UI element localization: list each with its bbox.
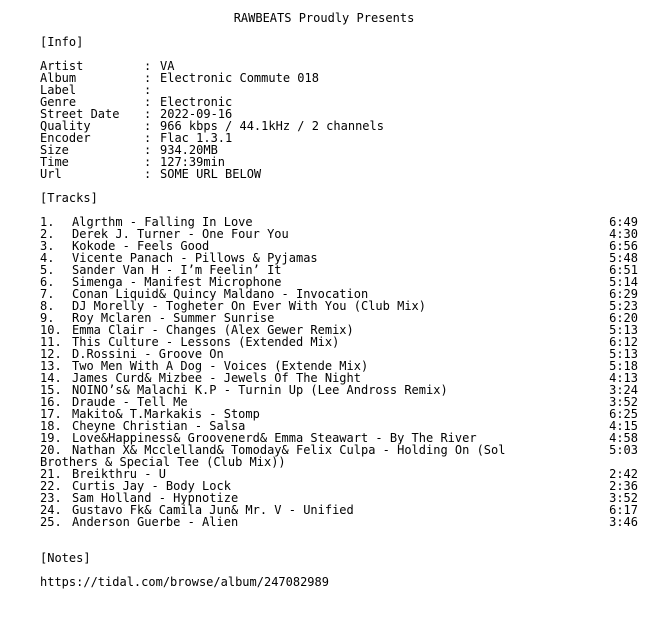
info-separator: : bbox=[144, 155, 152, 169]
track-number: 20. bbox=[40, 443, 62, 457]
info-key: Street Date bbox=[40, 107, 120, 121]
info-key: Size bbox=[40, 143, 69, 157]
info-section-header: [Info] bbox=[40, 35, 84, 49]
info-separator: : bbox=[144, 83, 152, 97]
track-title: Sam Holland - Hypnotize bbox=[72, 491, 239, 505]
track-duration: 3:24 bbox=[609, 383, 638, 397]
track-duration: 6:17 bbox=[609, 503, 638, 517]
track-title: Kokode - Feels Good bbox=[72, 239, 210, 253]
track-duration: 4:13 bbox=[609, 371, 638, 385]
info-key: Time bbox=[40, 155, 69, 169]
track-number: 15. bbox=[40, 383, 62, 397]
track-title: Simenga - Manifest Microphone bbox=[72, 275, 282, 289]
track-duration: 4:15 bbox=[609, 419, 638, 433]
info-key: Genre bbox=[40, 95, 77, 109]
track-duration: 6:51 bbox=[609, 263, 638, 277]
track-number: 25. bbox=[40, 515, 62, 529]
track-duration: 5:03 bbox=[609, 443, 638, 457]
track-number: 16. bbox=[40, 395, 62, 409]
info-row bbox=[0, 144, 648, 156]
track-title: James Curd& Mizbee - Jewels Of The Night bbox=[72, 371, 361, 385]
info-key: Album bbox=[40, 71, 77, 85]
track-duration: 5:13 bbox=[609, 347, 638, 361]
track-title: DJ Morelly - Togheter On Ever With You (Club Mix) bbox=[72, 299, 427, 313]
info-separator: : bbox=[144, 107, 152, 121]
track-duration: 2:42 bbox=[609, 467, 638, 481]
track-number: 3. bbox=[40, 239, 55, 253]
track-duration: 3:46 bbox=[609, 515, 638, 529]
track-duration: 6:12 bbox=[609, 335, 638, 349]
track-duration: 5:48 bbox=[609, 251, 638, 265]
info-row bbox=[0, 120, 648, 132]
info-separator: : bbox=[144, 59, 152, 73]
track-number: 9. bbox=[40, 311, 55, 325]
track-title: Conan Liquid& Quincy Maldano - Invocation bbox=[72, 287, 369, 301]
info-value: 127:39min bbox=[160, 155, 226, 169]
info-separator: : bbox=[144, 71, 152, 85]
track-number: 1. bbox=[40, 215, 55, 229]
info-separator: : bbox=[144, 119, 152, 133]
track-title-continuation: Brothers & Special Tee (Club Mix)) bbox=[40, 455, 286, 469]
track-number: 5. bbox=[40, 263, 55, 277]
track-title: Sander Van H - I’m Feelin’ It bbox=[72, 263, 282, 277]
info-value: VA bbox=[160, 59, 175, 73]
info-value: SOME URL BELOW bbox=[160, 167, 262, 181]
track-number: 13. bbox=[40, 359, 62, 373]
info-row bbox=[0, 132, 648, 144]
info-separator: : bbox=[144, 167, 152, 181]
track-title: Algrthm - Falling In Love bbox=[72, 215, 253, 229]
track-number: 14. bbox=[40, 371, 62, 385]
track-number: 10. bbox=[40, 323, 62, 337]
track-row bbox=[0, 516, 648, 528]
info-row bbox=[0, 84, 648, 96]
track-title: Breikthru - U bbox=[72, 467, 166, 481]
track-duration: 6:56 bbox=[609, 239, 638, 253]
info-row bbox=[0, 60, 648, 72]
info-separator: : bbox=[144, 143, 152, 157]
tracks-section-header: [Tracks] bbox=[40, 191, 98, 205]
track-title: D.Rossini - Groove On bbox=[72, 347, 224, 361]
track-title: NOINO’s& Malachi K.P - Turnin Up (Lee Andross Remix) bbox=[72, 383, 448, 397]
info-key: Url bbox=[40, 167, 62, 181]
track-number: 22. bbox=[40, 479, 62, 493]
info-value: 2022-09-16 bbox=[160, 107, 233, 121]
track-title: Roy Mclaren - Summer Sunrise bbox=[72, 311, 275, 325]
track-title: Emma Clair - Changes (Alex Gewer Remix) bbox=[72, 323, 354, 337]
track-number: 11. bbox=[40, 335, 62, 349]
track-number: 2. bbox=[40, 227, 55, 241]
track-duration: 5:23 bbox=[609, 299, 638, 313]
track-title: Makito& T.Markakis - Stomp bbox=[72, 407, 260, 421]
info-row bbox=[0, 168, 648, 180]
info-value: 934.20MB bbox=[160, 143, 218, 157]
notes-url: https://tidal.com/browse/album/247082989 bbox=[40, 575, 329, 589]
track-duration: 2:36 bbox=[609, 479, 638, 493]
track-title: Derek J. Turner - One Four You bbox=[72, 227, 289, 241]
track-number: 8. bbox=[40, 299, 55, 313]
track-duration: 6:20 bbox=[609, 311, 638, 325]
info-separator: : bbox=[144, 95, 152, 109]
track-number: 23. bbox=[40, 491, 62, 505]
track-title: Anderson Guerbe - Alien bbox=[72, 515, 239, 529]
track-title: Gustavo Fk& Camila Jun& Mr. V - Unified bbox=[72, 503, 354, 517]
track-number: 19. bbox=[40, 431, 62, 445]
info-key: Quality bbox=[40, 119, 91, 133]
track-title: Curtis Jay - Body Lock bbox=[72, 479, 231, 493]
track-title: This Culture - Lessons (Extended Mix) bbox=[72, 335, 340, 349]
info-value: Electronic bbox=[160, 95, 233, 109]
track-duration: 5:18 bbox=[609, 359, 638, 373]
track-title: Draude - Tell Me bbox=[72, 395, 188, 409]
info-key: Artist bbox=[40, 59, 84, 73]
track-title: Two Men With A Dog - Voices (Extende Mix) bbox=[72, 359, 369, 373]
track-number: 21. bbox=[40, 467, 62, 481]
notes-section-header: [Notes] bbox=[40, 551, 91, 565]
track-duration: 6:25 bbox=[609, 407, 638, 421]
track-title: Love&Happiness& Groovenerd& Emma Steawart - By The River bbox=[72, 431, 477, 445]
track-duration: 5:13 bbox=[609, 323, 638, 337]
info-row bbox=[0, 72, 648, 84]
track-number: 17. bbox=[40, 407, 62, 421]
info-value: 966 kbps / 44.1kHz / 2 channels bbox=[160, 119, 384, 133]
track-title: Vicente Panach - Pillows & Pyjamas bbox=[72, 251, 318, 265]
track-duration: 4:30 bbox=[609, 227, 638, 241]
track-title: Nathan X& Mcclelland& Tomoday& Felix Culpa - Holding On (Sol bbox=[72, 443, 506, 457]
track-duration: 5:14 bbox=[609, 275, 638, 289]
info-row bbox=[0, 156, 648, 168]
track-duration: 6:29 bbox=[609, 287, 638, 301]
track-number: 24. bbox=[40, 503, 62, 517]
info-key: Label bbox=[40, 83, 77, 97]
info-value: Flac 1.3.1 bbox=[160, 131, 233, 145]
track-duration: 6:49 bbox=[609, 215, 638, 229]
track-number: 18. bbox=[40, 419, 62, 433]
track-number: 12. bbox=[40, 347, 62, 361]
track-number: 7. bbox=[40, 287, 55, 301]
track-duration: 3:52 bbox=[609, 491, 638, 505]
track-number: 6. bbox=[40, 275, 55, 289]
document-title: RAWBEATS Proudly Presents bbox=[233, 11, 415, 25]
track-title: Cheyne Christian - Salsa bbox=[72, 419, 246, 433]
track-duration: 4:58 bbox=[609, 431, 638, 445]
track-number: 4. bbox=[40, 251, 55, 265]
info-separator: : bbox=[144, 131, 152, 145]
info-value: Electronic Commute 018 bbox=[160, 71, 319, 85]
track-duration: 3:52 bbox=[609, 395, 638, 409]
info-key: Encoder bbox=[40, 131, 91, 145]
